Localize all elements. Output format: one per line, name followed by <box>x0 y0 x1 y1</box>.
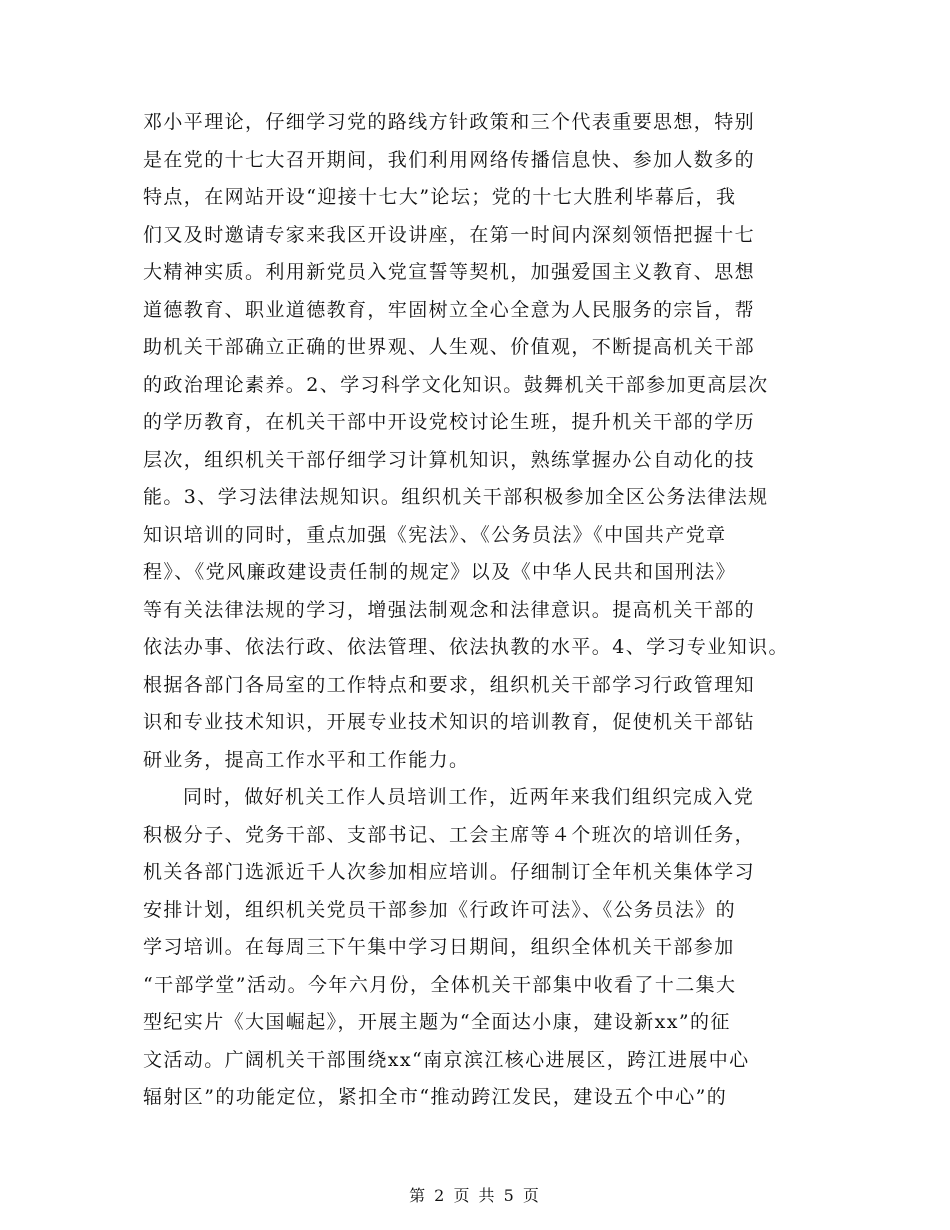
text-line: 程》、《党风廉政建设责任制的规定》以及《中华人民共和国刑法》 <box>143 561 737 583</box>
text-line: 依法办事、依法行政、依法管理、依法执教的水平。4、学习专业知识。 <box>143 636 789 658</box>
text-line: 知识培训的同时，重点加强《宪法》、《公务员法》《中国共产党章 <box>143 523 727 546</box>
text-line: 的政治理论素养。2、学习科学文化知识。鼓舞机关干部参加更高层次 <box>143 373 769 396</box>
text-line: 研业务，提高工作水平和工作能力。 <box>143 748 470 771</box>
text-line: 学习培训。在每周三下午集中学习日期间，组织全体机关干部参加 <box>143 936 735 958</box>
text-line: 积极分子、党务干部、支部书记、工会主席等４个班次的培训任务， <box>143 823 756 846</box>
text-line: 文活动。广阔机关干部围绕xx“南京滨江核心进展区，跨江进展中心 <box>143 1048 750 1071</box>
text-line: 安排计划，组织机关党员干部参加《行政许可法》、《公务员法》的 <box>143 898 737 921</box>
text-line: 们又及时邀请专家来我区开设讲座，在第一时间内深刻领悟把握十七 <box>143 223 756 246</box>
text-line: 助机关干部确立正确的世界观、人生观、价值观，不断提高机关干部 <box>143 336 756 358</box>
text-line: 等有关法律法规的学习，增强法制观念和法律意识。提高机关干部的 <box>143 598 756 621</box>
text-line: 层次，组织机关干部仔细学习计算机知识，熟练掌握办公自动化的技 <box>143 448 756 471</box>
document-body <box>143 104 823 1117</box>
text-line: “干部学堂”活动。今年六月份，全体机关干部集中收看了十二集大 <box>143 973 737 996</box>
text-line: 特点，在网站开设“迎接十七大”论坛；党的十七大胜利毕幕后，我 <box>143 186 737 208</box>
text-line: 大精神实质。利用新党员入党宣誓等契机，加强爱国主义教育、思想 <box>143 261 756 283</box>
text-line: 型纪实片《大国崛起》，开展主题为“全面达小康，建设新xx”的征 <box>143 1011 731 1033</box>
text-line: 同时，做好机关工作人员培训工作，近两年来我们组织完成入党 <box>183 786 755 808</box>
text-line: 道德教育、职业道德教育，牢固树立全心全意为人民服务的宗旨，帮 <box>143 298 756 321</box>
text-line: 是在党的十七大召开期间，我们利用网络传播信息快、参加人数多的 <box>143 148 756 171</box>
paragraph-2 <box>143 779 823 1117</box>
text-line: 识和专业技术知识，开展专业技术知识的培训教育，促使机关干部钻 <box>143 711 756 733</box>
text-line: 根据各部门各局室的工作特点和要求，组织机关干部学习行政管理知 <box>143 673 756 696</box>
text-line: 的学历教育，在机关干部中开设党校讨论生班，提升机关干部的学历 <box>143 411 756 433</box>
text-line: 邓小平理论，仔细学习党的路线方针政策和三个代表重要思想，特别 <box>143 111 756 133</box>
text-line: 机关各部门选派近千人次参加相应培训。仔细制订全年机关集体学习 <box>143 861 756 883</box>
text-line: 辐射区”的功能定位，紧扣全市“推动跨江发民，建设五个中心”的 <box>143 1086 728 1108</box>
paragraph-1 <box>143 104 823 779</box>
page-number-footer: 第 2 页 共 5 页 <box>409 1186 541 1205</box>
text-line: 能。3、学习法律法规知识。组织机关干部积极参加全区公务法律法规 <box>143 486 769 508</box>
